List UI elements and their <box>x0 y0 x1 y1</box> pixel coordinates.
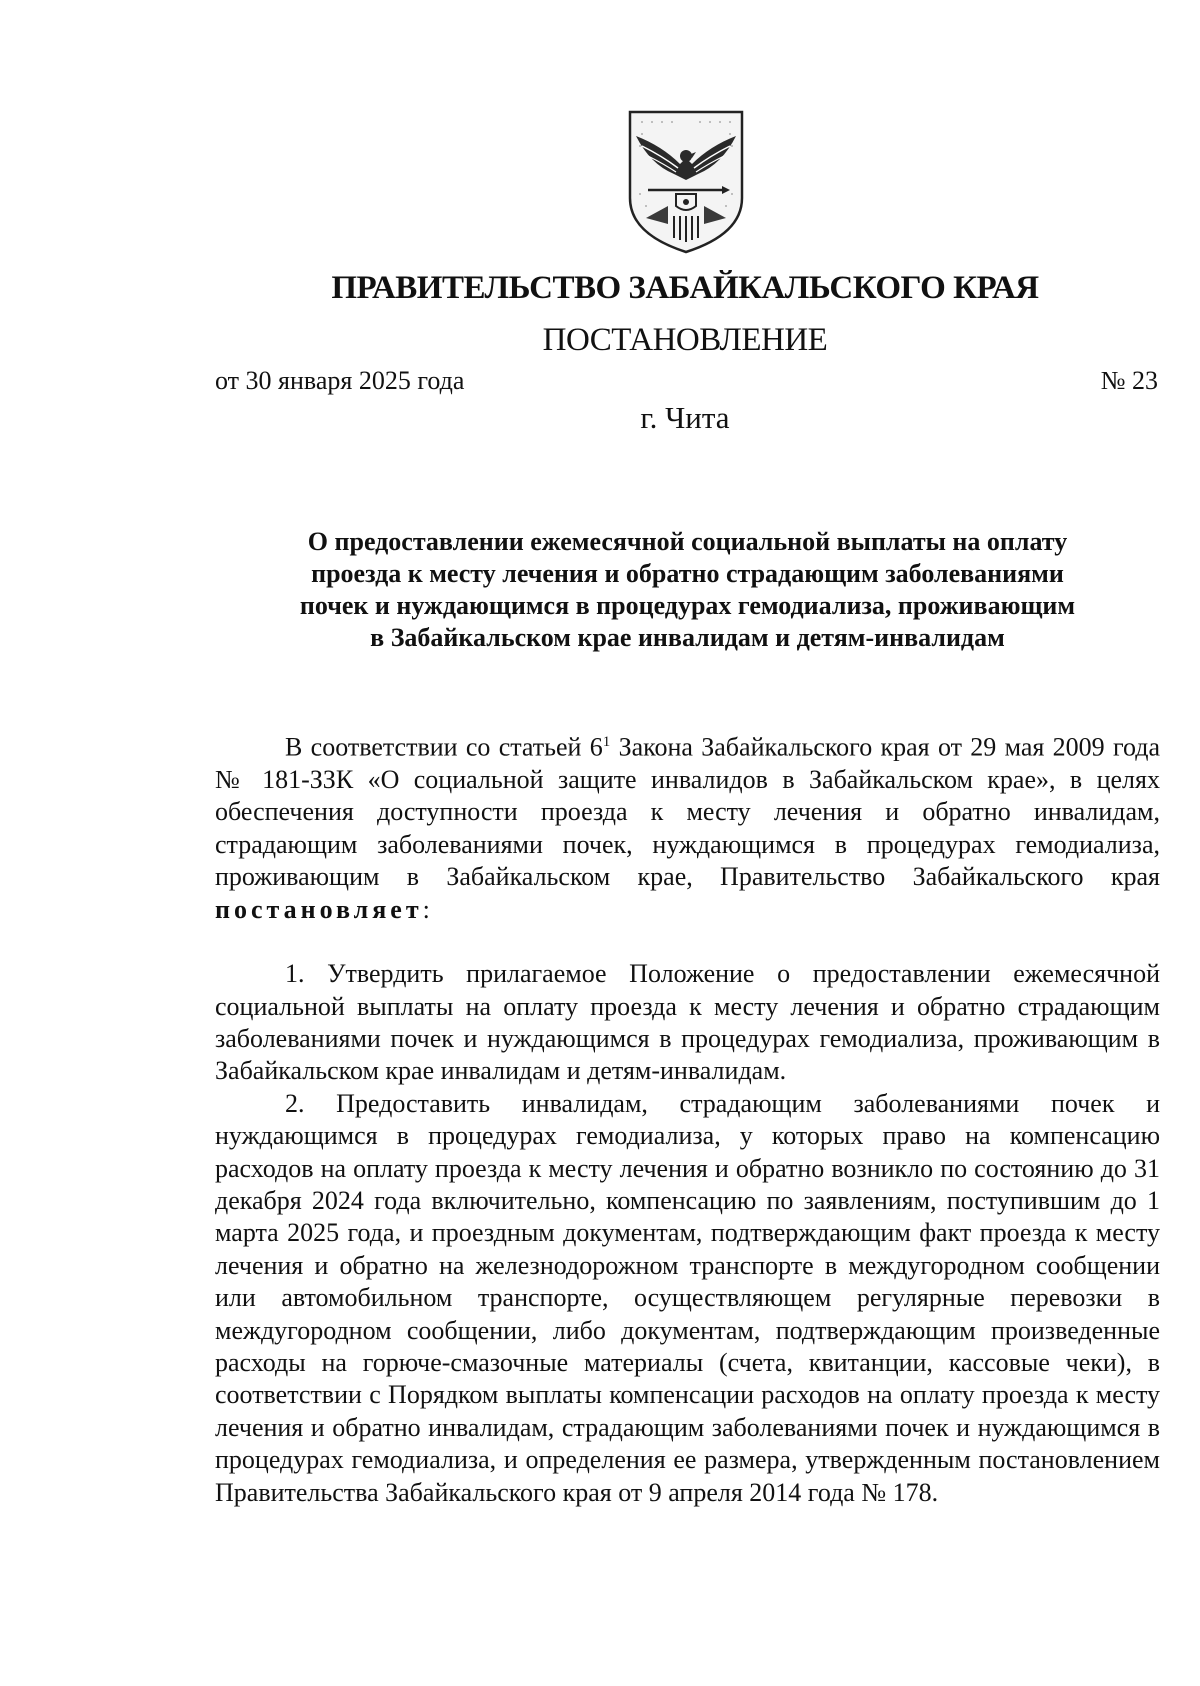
document-body <box>215 726 1160 1509</box>
document-city: г. Чита <box>640 400 730 435</box>
item-paragraph-1: 1. Утвердить прилагаемое Положение о предоставлении ежемесячной социальной выплаты на оплату проезда к месту лечения и обратно страдающим заболеваниями почек и нуждающимся в процедурах гемодиализа, проживающим в Забайкальском крае инвалидам и детям-инвалидам. <box>215 959 1160 1086</box>
document-type: ПОСТАНОВЛЕНИЕ <box>542 322 828 358</box>
resolves-word: постановляет <box>215 894 423 924</box>
subject-line: в Забайкальском крае инвалидам и детям-инвалидам <box>370 623 1005 652</box>
document-date: от 30 января 2025 года <box>215 366 465 395</box>
document-number: № 23 <box>1100 366 1158 395</box>
article-superscript: 1 <box>602 734 611 750</box>
preamble-text: В соответствии со статьей 6 <box>285 732 603 762</box>
preamble-text-continued: Закона Забайкальского края от 29 мая 2009 года № 181-ЗЗК «О социальной защите инвалидов в Забайкальском крае», в целях обеспечения доступности проезда к месту лечения и обратно инвалидам, страдающим заболеваниями почек, нуждающимся в процедурах гемодиализа, проживающим в Забайкальском крае, Правительство Забайкальского края <box>215 732 1161 892</box>
subject-line: проезда к месту лечения и обратно страдающим заболеваниями <box>311 559 1064 588</box>
subject-line: почек и нуждающимся в процедурах гемодиализа, проживающим <box>299 591 1076 620</box>
subject-line: О предоставлении ежемесячной социальной выплаты на оплату <box>307 527 1068 556</box>
preamble-paragraph <box>215 726 1160 926</box>
government-title: ПРАВИТЕЛЬСТВО ЗАБАЙКАЛЬСКОГО КРАЯ <box>331 270 1039 306</box>
document-subject <box>215 526 1160 654</box>
coat-of-arms-icon <box>622 106 750 256</box>
resolves-colon: : <box>422 894 430 924</box>
item-paragraph-2: 2. Предоставить инвалидам, страдающим заболеваниями почек и нуждающимся в процедурах гемодиализа, у которых право на компенсацию расходов на оплату проезда к месту лечения и обратно возникло по состоянию до 31 декабря 2024 года включительно, компенсацию по заявлениям, поступившим до 1 марта 2025 года, и проездным документам, подтверждающим факт проезда к месту лечения и обратно на железнодорожном транспорте в междугородном сообщении или автомобильном транспорте, осуществляющем регулярные перевозки в междугородном сообщении, либо документам, подтверждающим произведенные расходы на горюче-смазочные материалы (счета, квитанции, кассовые чеки), в соответствии с Порядком выплаты компенсации расходов на оплату проезда к месту лечения и обратно инвалидам, страдающим заболеваниями почек и нуждающимся в процедурах гемодиализа, и определения ее размера, утвержденным постановлением Правительства Забайкальского края от 9 апреля 2014 года № 178. <box>215 1088 1160 1507</box>
